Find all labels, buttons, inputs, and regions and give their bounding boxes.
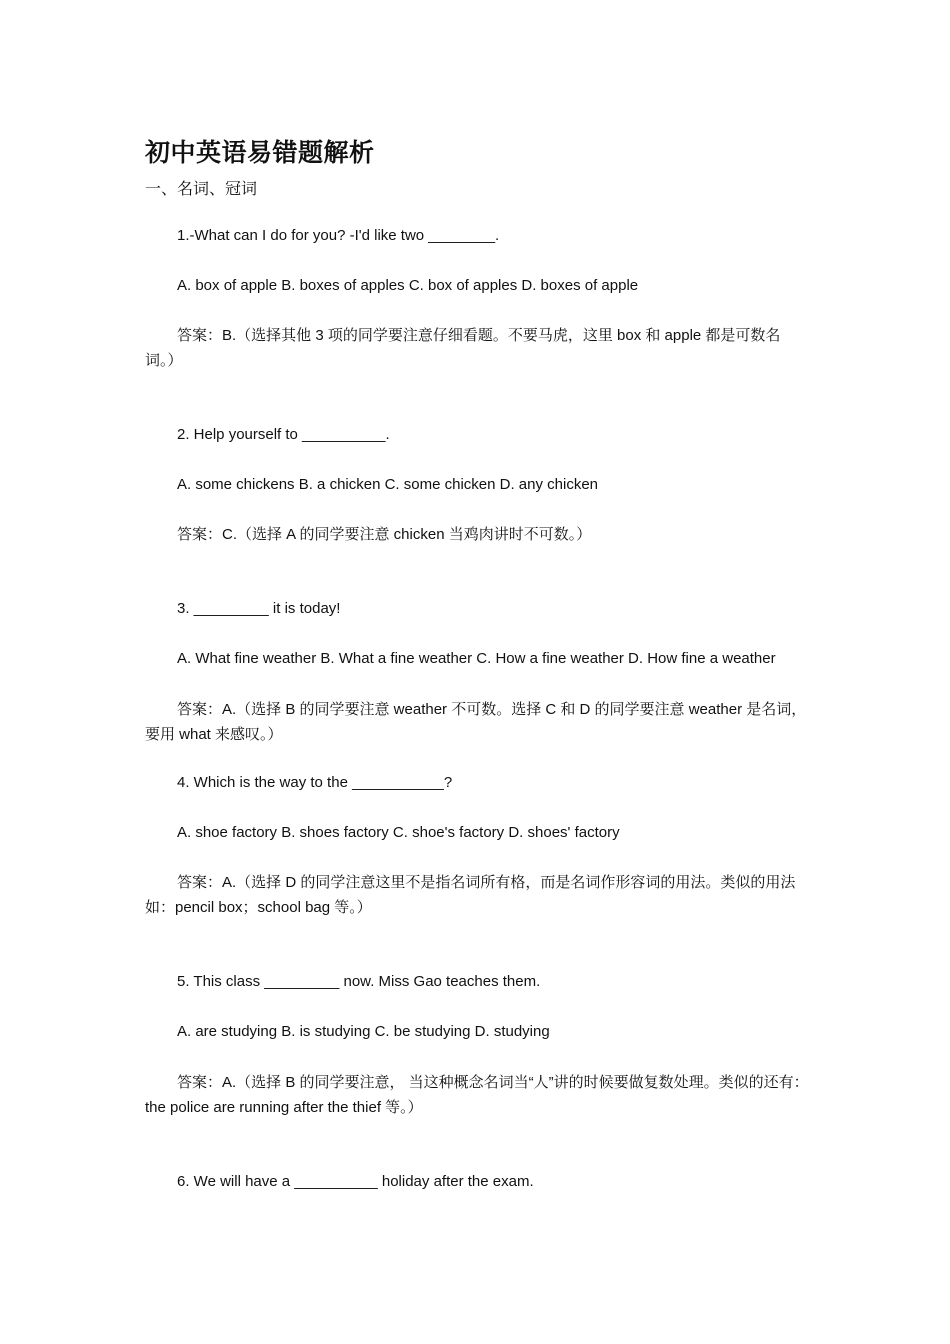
document-title: 初中英语易错题解析	[145, 138, 375, 167]
question-2-answer: 答案：C.（选择 A 的同学要注意 chicken 当鸡肉讲时不可数。）	[177, 526, 592, 543]
question-3-text: 3. _________ it is today!	[177, 600, 341, 617]
question-4-answer: 答案：A.（选择 D 的同学注意这里不是指名词所有格，而是名词作形容词的用法。类似的用法如：pencil box；school bag 等。）	[145, 874, 796, 916]
question-5-text: 5. This class _________ now. Miss Gao teaches them.	[177, 973, 541, 990]
question-1-options: A. box of apple B. boxes of apples C. box of apples D. boxes of apple	[177, 277, 639, 294]
question-3-options: A. What fine weather B. What a fine weather C. How a fine weather D. How fine a weather	[177, 650, 776, 667]
question-5-options: A. are studying B. is studying C. be studying D. studying	[177, 1023, 550, 1040]
question-4-options: A. shoe factory B. shoes factory C. shoe's factory D. shoes' factory	[177, 824, 620, 841]
question-2-text: 2. Help yourself to __________.	[177, 426, 390, 443]
question-3-answer: 答案：A.（选择 B 的同学要注意 weather 不可数。选择 C 和 D 的同学要注意 weather 是名词，要用 what 来感叹。）	[145, 701, 807, 743]
question-6-text: 6. We will have a __________ holiday after the exam.	[177, 1173, 534, 1190]
question-1-text: 1.-What can I do for you? -I'd like two ________.	[177, 227, 500, 244]
question-4-text: 4. Which is the way to the ___________?	[177, 774, 453, 791]
section-heading: 一、名词、冠词	[145, 179, 258, 198]
question-5-answer: 答案：A.（选择 B 的同学要注意， 当这种概念名词当“人”讲的时候要做复数处理。类似的还有：the police are running after the thief 等。）	[145, 1074, 809, 1116]
question-1-answer: 答案：B.（选择其他 3 项的同学要注意仔细看题。不要马虎，这里 box 和 apple 都是可数名词。）	[145, 327, 781, 369]
question-2-options: A. some chickens B. a chicken C. some chicken D. any chicken	[177, 476, 599, 493]
